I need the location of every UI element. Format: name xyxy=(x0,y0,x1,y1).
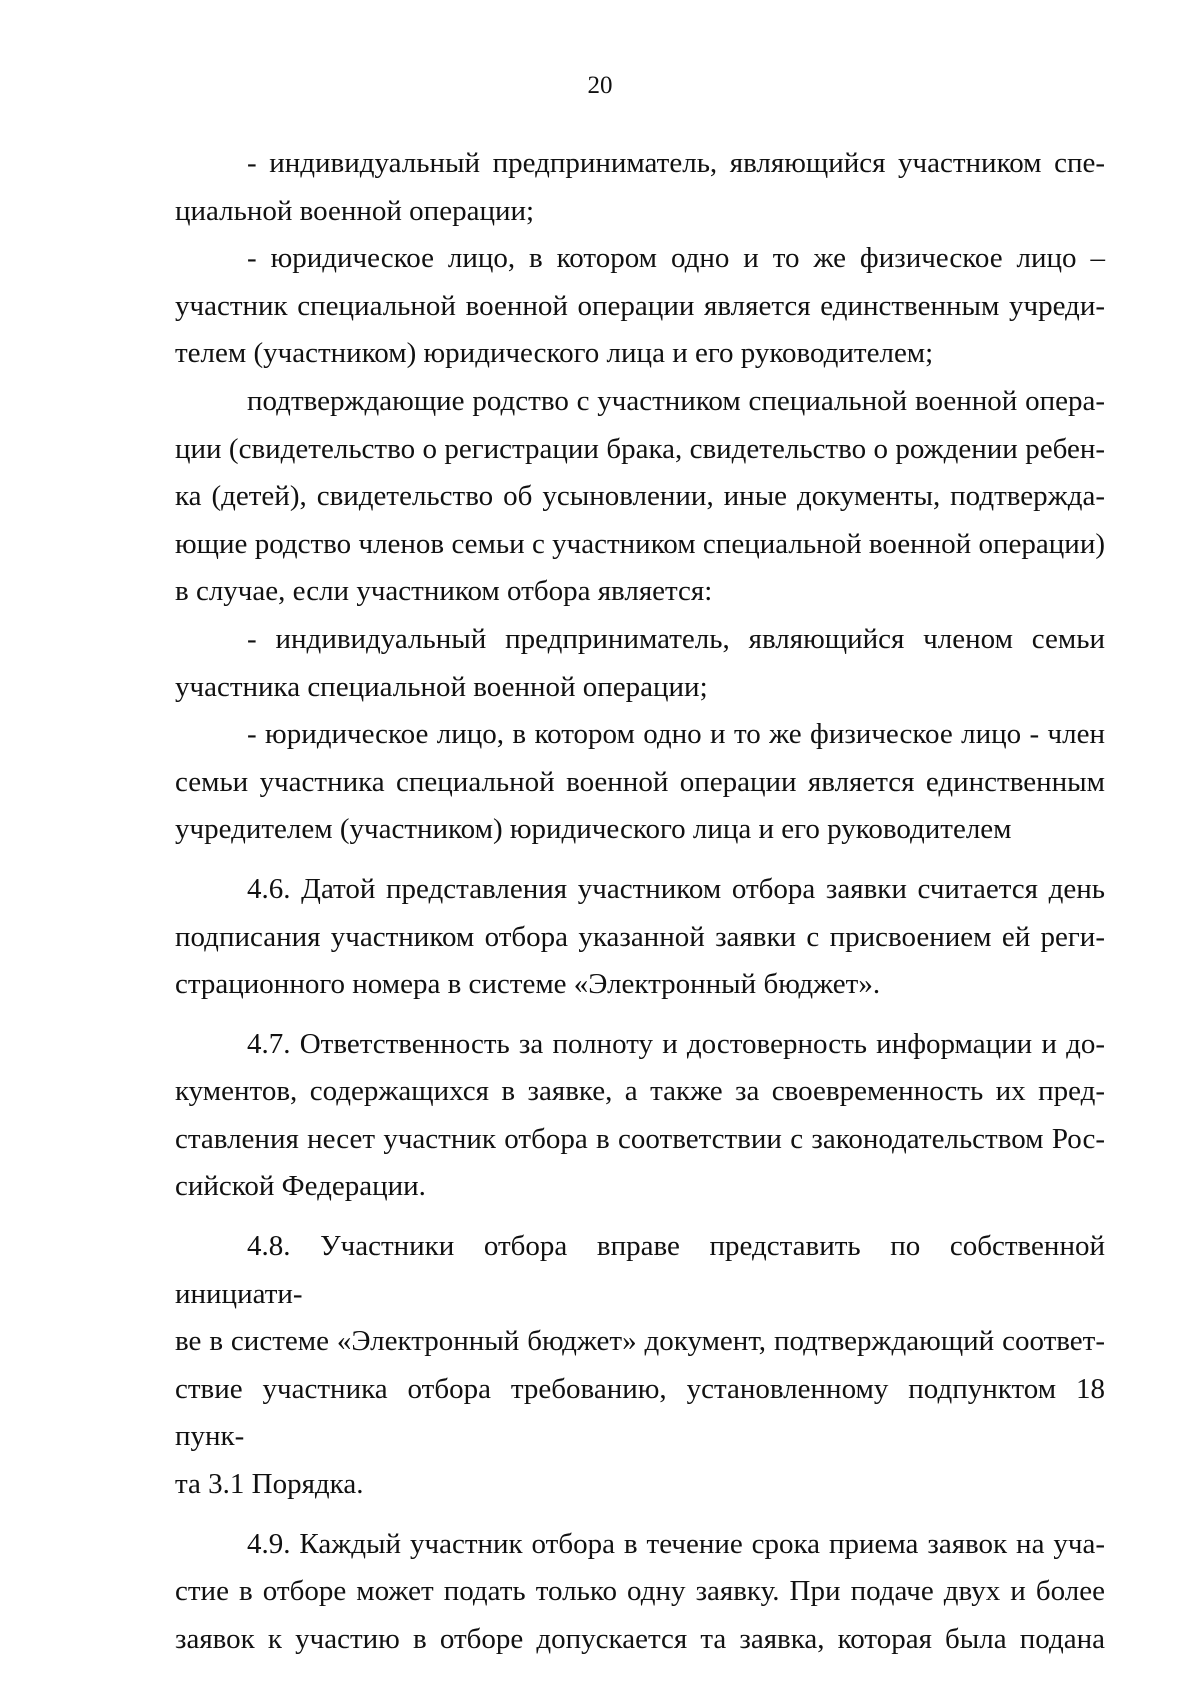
paragraph-legal-entity-family-member xyxy=(175,711,1105,854)
text-line: ка (детей), свидетельство об усыновлении, иные документы, подтвержда- xyxy=(175,480,1105,513)
paragraph-clause-4-6 xyxy=(175,866,1105,1009)
text-line: - юридическое лицо, в котором одно и то же физическое лицо – xyxy=(247,242,1105,275)
text-line: 4.7. Ответственность за полноту и достоверность информации и до- xyxy=(247,1027,1105,1060)
text-line: страционного номера в системе «Электронный бюджет». xyxy=(175,968,881,1001)
text-line: семьи участника специальной военной операции является единственным xyxy=(175,765,1105,798)
text-line: ставления несет участник отбора в соответствии с законодательством Рос- xyxy=(175,1122,1105,1155)
text-line: учредителем (участником) юридического лица и его руководителем xyxy=(175,813,1012,846)
text-line: стие в отборе может подать только одну заявку. При подаче двух и более xyxy=(175,1575,1105,1608)
text-line: ве в системе «Электронный бюджет» документ, подтверждающий соответ- xyxy=(175,1325,1105,1358)
text-line: - индивидуальный предприниматель, являющийся участником спе- xyxy=(247,147,1105,179)
text-line: ции (свидетельство о регистрации брака, свидетельство о рождении ребен- xyxy=(175,432,1105,465)
text-line: - индивидуальный предприниматель, являющийся членом семьи xyxy=(247,622,1105,655)
text-line: кументов, содержащихся в заявке, а также за своевременность их пред- xyxy=(175,1075,1105,1108)
text-line: сийской Федерации. xyxy=(175,1170,426,1203)
text-line: - юридическое лицо, в котором одно и то же физическое лицо - член xyxy=(247,718,1105,751)
paragraph-clause-4-7 xyxy=(175,1021,1105,1211)
text-line: 4.6. Датой представления участником отбора заявки считается день xyxy=(247,872,1105,905)
paragraph-clause-4-8 xyxy=(175,1223,1105,1509)
document-body xyxy=(175,140,1105,1663)
text-line: подписания участником отбора указанной заявки с присвоением ей реги- xyxy=(175,920,1105,953)
text-line: циальной военной операции; xyxy=(175,194,535,227)
paragraph-clause-4-9 xyxy=(175,1521,1105,1664)
paragraph-individual-entrepreneur-family-member xyxy=(175,616,1105,711)
text-line: ствие участника отбора требованию, установленному подпунктом 18 пунк- xyxy=(175,1372,1105,1453)
text-line: подтверждающие родство с участником специальной военной опера- xyxy=(247,384,1105,417)
text-line: та 3.1 Порядка. xyxy=(175,1468,364,1501)
paragraph-individual-entrepreneur-participant xyxy=(175,140,1105,235)
text-line: телем (участником) юридического лица и его руководителем; xyxy=(175,337,934,370)
paragraph-legal-entity-participant xyxy=(175,235,1105,378)
text-line: 4.9. Каждый участник отбора в течение срока приема заявок на уча- xyxy=(247,1527,1105,1560)
text-line: 4.8. Участники отбора вправе представить по собственной инициати- xyxy=(175,1230,1105,1310)
text-line: в случае, если участником отбора является: xyxy=(175,575,713,608)
text-line: заявок к участию в отборе допускается та заявка, которая была подана xyxy=(175,1622,1105,1655)
text-line: участник специальной военной операции является единственным учреди- xyxy=(175,289,1105,322)
page-number: 20 xyxy=(587,72,613,99)
text-line: ющие родство членов семьи с участником специальной военной операции) xyxy=(175,527,1105,560)
paragraph-kinship-documents xyxy=(175,378,1105,616)
text-line: участника специальной военной операции; xyxy=(175,670,708,703)
